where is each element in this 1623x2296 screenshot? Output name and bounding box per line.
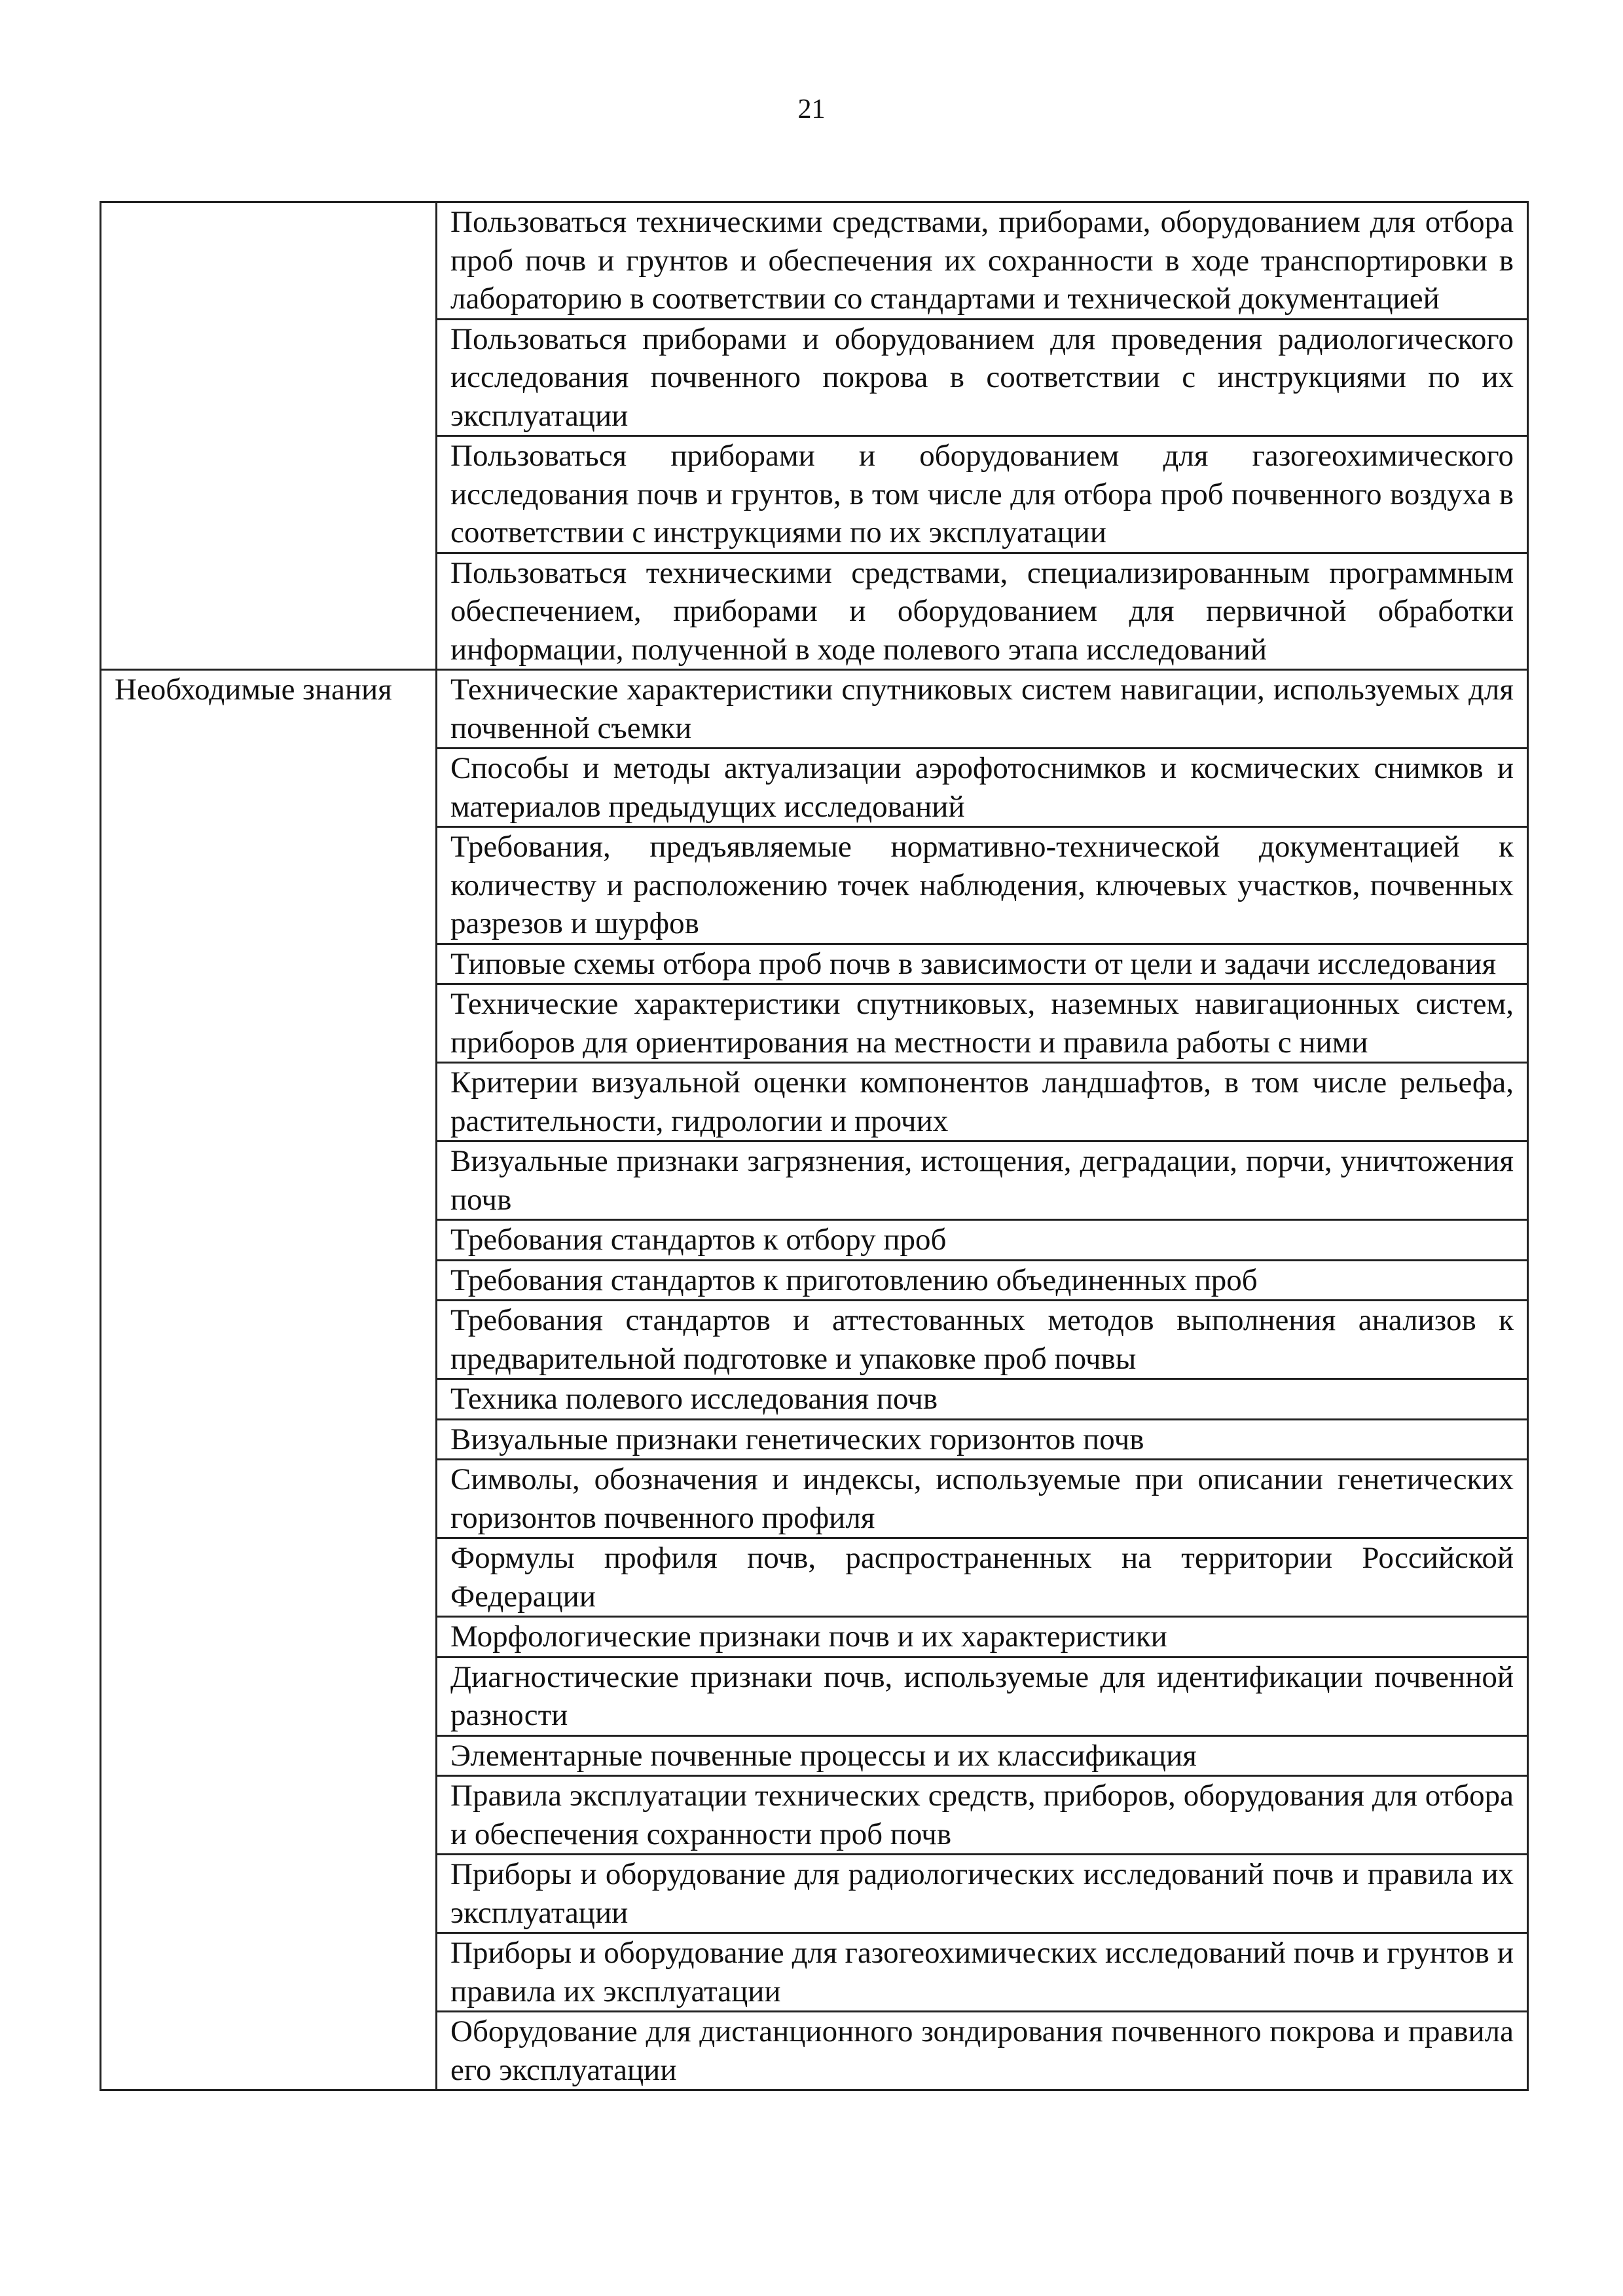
table-cell: Требования, предъявляемые нормативно-технической документацией к количеству и расположению точек наблюдения, ключевых участков, почвенных разрезов и шурфов — [437, 827, 1528, 944]
table-cell: Технические характеристики спутниковых, наземных навигационных систем, приборов для ориентирования на местности и правила работы с ними — [437, 984, 1528, 1063]
competency-table — [100, 201, 1529, 2091]
table-cell: Требования стандартов к приготовлению объединенных проб — [437, 1260, 1528, 1301]
table-cell: Технические характеристики спутниковых систем навигации, используемых для почвенной съемки — [437, 670, 1528, 749]
table-cell: Приборы и оборудование для радиологических исследований почв и правила их эксплуатации — [437, 1855, 1528, 1933]
table-cell: Визуальные признаки загрязнения, истощения, деградации, порчи, уничтожения почв — [437, 1141, 1528, 1220]
table-cell: Критерии визуальной оценки компонентов ландшафтов, в том числе рельефа, растительности, гидрологии и прочих — [437, 1063, 1528, 1141]
table-cell: Морфологические признаки почв и их характеристики — [437, 1617, 1528, 1657]
table-cell: Техника полевого исследования почв — [437, 1379, 1528, 1420]
table-cell: Требования стандартов и аттестованных методов выполнения анализов к предварительной подготовке и упаковке проб почвы — [437, 1301, 1528, 1379]
table-cell: Пользоваться техническими средствами, приборами, оборудованием для отбора проб почв и грунтов и обеспечения их сохранности в ходе транспортировки в лабораторию в соответствии со стандартами и технической документацией — [437, 202, 1528, 320]
table-cell: Формулы профиля почв, распространенных на территории Российской Федерации — [437, 1538, 1528, 1617]
skills-continued-section — [101, 202, 1528, 670]
table-cell: Способы и методы актуализации аэрофотоснимков и космических снимков и материалов предыдущих исследований — [437, 749, 1528, 827]
table-cell: Типовые схемы отбора проб почв в зависимости от цели и задачи исследования — [437, 944, 1528, 984]
section-label-knowledge: Необходимые знания — [101, 670, 437, 2090]
table-cell: Приборы и оборудование для газогеохимических исследований почв и грунтов и правила их эксплуатации — [437, 1933, 1528, 2012]
table-cell: Пользоваться приборами и оборудованием для газогеохимического исследования почв и грунтов, в том числе для отбора проб почвенного воздуха в соответствии с инструкциями по их эксплуатации — [437, 436, 1528, 553]
table-cell: Правила эксплуатации технических средств, приборов, оборудования для отбора и обеспечения сохранности проб почв — [437, 1776, 1528, 1855]
table-cell: Пользоваться приборами и оборудованием для проведения радиологического исследования почвенного покрова в соответствии с инструкциями по их эксплуатации — [437, 319, 1528, 436]
section-label-empty — [101, 202, 437, 670]
table-cell: Пользоваться техническими средствами, специализированным программным обеспечением, приборами и оборудованием для первичной обработки информации, полученной в ходе полевого этапа исследований — [437, 553, 1528, 670]
table-cell: Диагностические признаки почв, используемые для идентификации почвенной разности — [437, 1657, 1528, 1735]
knowledge-section — [101, 670, 1528, 2090]
table-row — [101, 202, 1528, 320]
table-cell: Элементарные почвенные процессы и их классификация — [437, 1735, 1528, 1776]
page-number: 21 — [797, 94, 826, 124]
table-row — [101, 670, 1528, 749]
table-cell: Символы, обозначения и индексы, используемые при описании генетических горизонтов почвенного профиля — [437, 1460, 1528, 1538]
table-cell: Требования стандартов к отбору проб — [437, 1220, 1528, 1261]
table-cell: Визуальные признаки генетических горизонтов почв — [437, 1419, 1528, 1460]
table-cell: Оборудование для дистанционного зондирования почвенного покрова и правила его эксплуатации — [437, 2012, 1528, 2090]
